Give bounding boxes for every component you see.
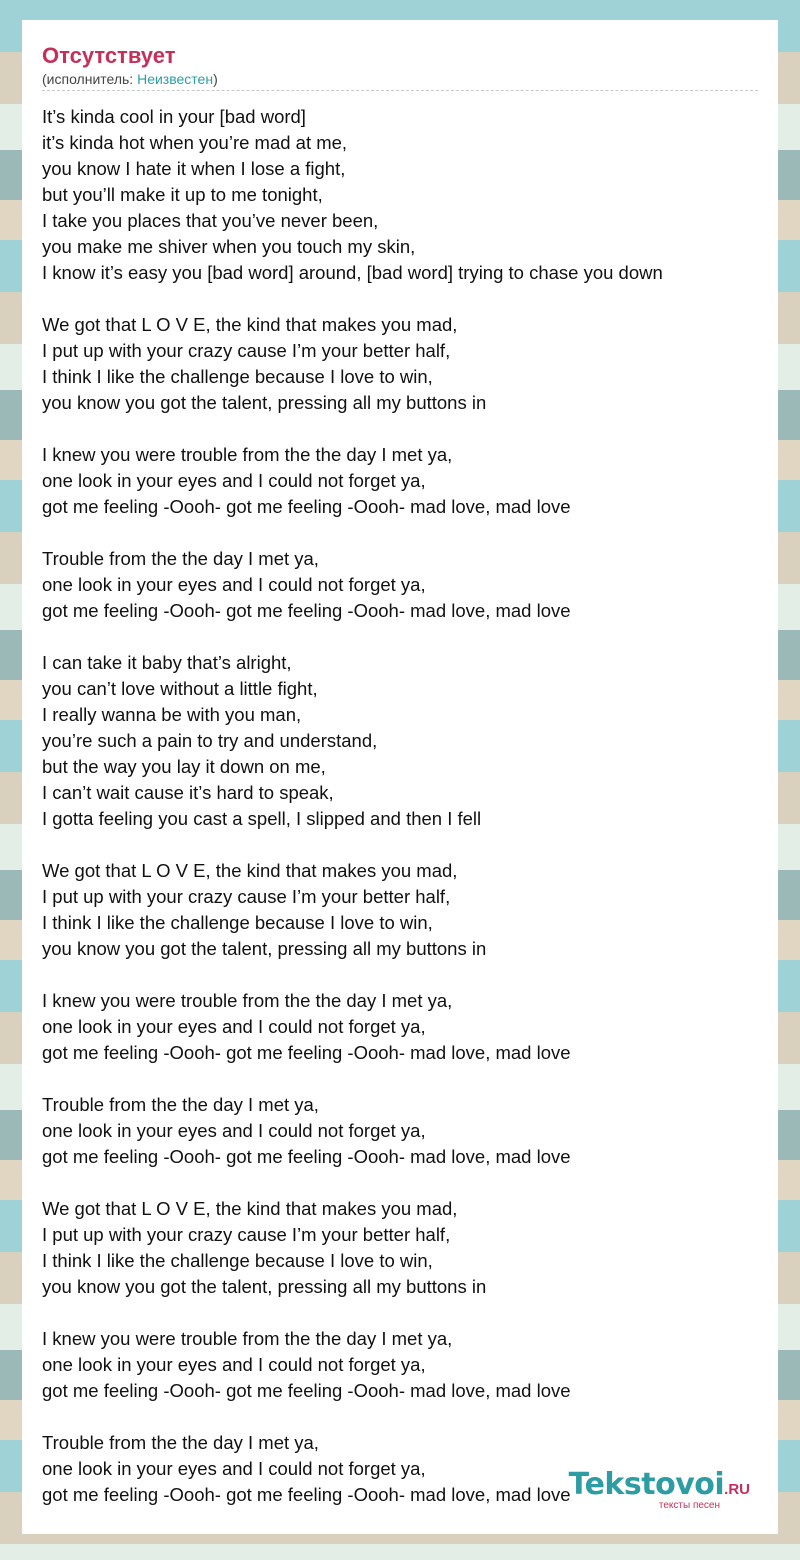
lyrics-card (22, 20, 778, 1534)
lyric-stanza (42, 650, 762, 832)
lyric-stanza (42, 1196, 762, 1300)
lyric-line: Trouble from the the day I met ya, (42, 1094, 319, 1115)
lyric-line: got me feeling -Oooh- got me feeling -Oooh- mad love, mad love (42, 1484, 571, 1505)
lyric-stanza (42, 442, 762, 520)
lyric-line: I knew you were trouble from the the day I met ya, (42, 444, 453, 465)
lyric-line: We got that L O V E, the kind that makes you mad, (42, 860, 458, 881)
lyric-line: I put up with your crazy cause I’m your better half, (42, 886, 451, 907)
lyric-line: I knew you were trouble from the the day I met ya, (42, 990, 453, 1011)
lyric-line: It’s kinda cool in your [bad word] (42, 106, 306, 127)
lyric-stanza (42, 1326, 762, 1404)
logo-tld: .RU (724, 1481, 750, 1498)
lyric-line: one look in your eyes and I could not forget ya, (42, 1016, 426, 1037)
artist-prefix: (исполнитель: (42, 71, 138, 87)
lyric-line: Trouble from the the day I met ya, (42, 1432, 319, 1453)
artist-suffix: ) (213, 71, 218, 87)
lyric-line: it’s kinda hot when you’re mad at me, (42, 132, 348, 153)
lyric-line: one look in your eyes and I could not forget ya, (42, 1120, 426, 1141)
lyric-stanza (42, 1092, 762, 1170)
lyric-line: you know you got the talent, pressing all my buttons in (42, 392, 487, 413)
site-logo[interactable] (568, 1467, 750, 1512)
song-header (42, 42, 758, 91)
lyric-line: got me feeling -Oooh- got me feeling -Oooh- mad love, mad love (42, 600, 571, 621)
lyric-line: you know you got the talent, pressing all my buttons in (42, 1276, 487, 1297)
lyric-line: I can’t wait cause it’s hard to speak, (42, 782, 334, 803)
lyrics-body (42, 104, 762, 1534)
logo-tagline: тексты песен (658, 1500, 720, 1511)
lyric-stanza (42, 546, 762, 624)
lyric-line: you’re such a pain to try and understand, (42, 730, 378, 751)
lyric-line: but you’ll make it up to me tonight, (42, 184, 323, 205)
lyric-stanza (42, 858, 762, 962)
lyric-line: you know you got the talent, pressing all my buttons in (42, 938, 487, 959)
lyric-line: I think I like the challenge because I love to win, (42, 912, 433, 933)
lyric-line: you know I hate it when I lose a fight, (42, 158, 346, 179)
lyric-line: I put up with your crazy cause I’m your better half, (42, 340, 451, 361)
artist-line (42, 70, 758, 91)
logo-text: Tekstovoi (568, 1467, 725, 1502)
lyric-line: I put up with your crazy cause I’m your better half, (42, 1224, 451, 1245)
lyric-line: one look in your eyes and I could not forget ya, (42, 1458, 426, 1479)
lyric-line: I knew you were trouble from the the day I met ya, (42, 1328, 453, 1349)
lyric-line: got me feeling -Oooh- got me feeling -Oooh- mad love, mad love (42, 1146, 571, 1167)
artist-link[interactable]: Неизвестен (137, 71, 214, 87)
lyric-line: but the way you lay it down on me, (42, 756, 326, 777)
lyric-line: got me feeling -Oooh- got me feeling -Oooh- mad love, mad love (42, 1380, 571, 1401)
lyric-line: you can’t love without a little fight, (42, 678, 318, 699)
lyric-line: I really wanna be with you man, (42, 704, 302, 725)
lyric-line: got me feeling -Oooh- got me feeling -Oooh- mad love, mad love (42, 496, 571, 517)
lyric-line: one look in your eyes and I could not forget ya, (42, 470, 426, 491)
song-title: Отсутствует (42, 43, 176, 68)
lyric-line: you make me shiver when you touch my skin, (42, 236, 416, 257)
lyric-line: Trouble from the the day I met ya, (42, 548, 319, 569)
lyric-stanza (42, 104, 762, 286)
lyric-line: I gotta feeling you cast a spell, I slipped and then I fell (42, 808, 482, 829)
lyric-line: We got that L O V E, the kind that makes you mad, (42, 314, 458, 335)
lyric-line: one look in your eyes and I could not forget ya, (42, 574, 426, 595)
lyric-line: We got that L O V E, the kind that makes you mad, (42, 1198, 458, 1219)
lyric-line: I take you places that you’ve never been, (42, 210, 379, 231)
lyric-stanza (42, 312, 762, 416)
lyric-line: one look in your eyes and I could not forget ya, (42, 1354, 426, 1375)
lyric-line: I know it’s easy you [bad word] around, [bad word] trying to chase you down (42, 262, 663, 283)
lyric-stanza (42, 988, 762, 1066)
lyric-line: got me feeling -Oooh- got me feeling -Oooh- mad love, mad love (42, 1042, 571, 1063)
lyric-line: I think I like the challenge because I love to win, (42, 366, 433, 387)
lyric-line: I can take it baby that’s alright, (42, 652, 292, 673)
lyric-line: I think I like the challenge because I love to win, (42, 1250, 433, 1271)
